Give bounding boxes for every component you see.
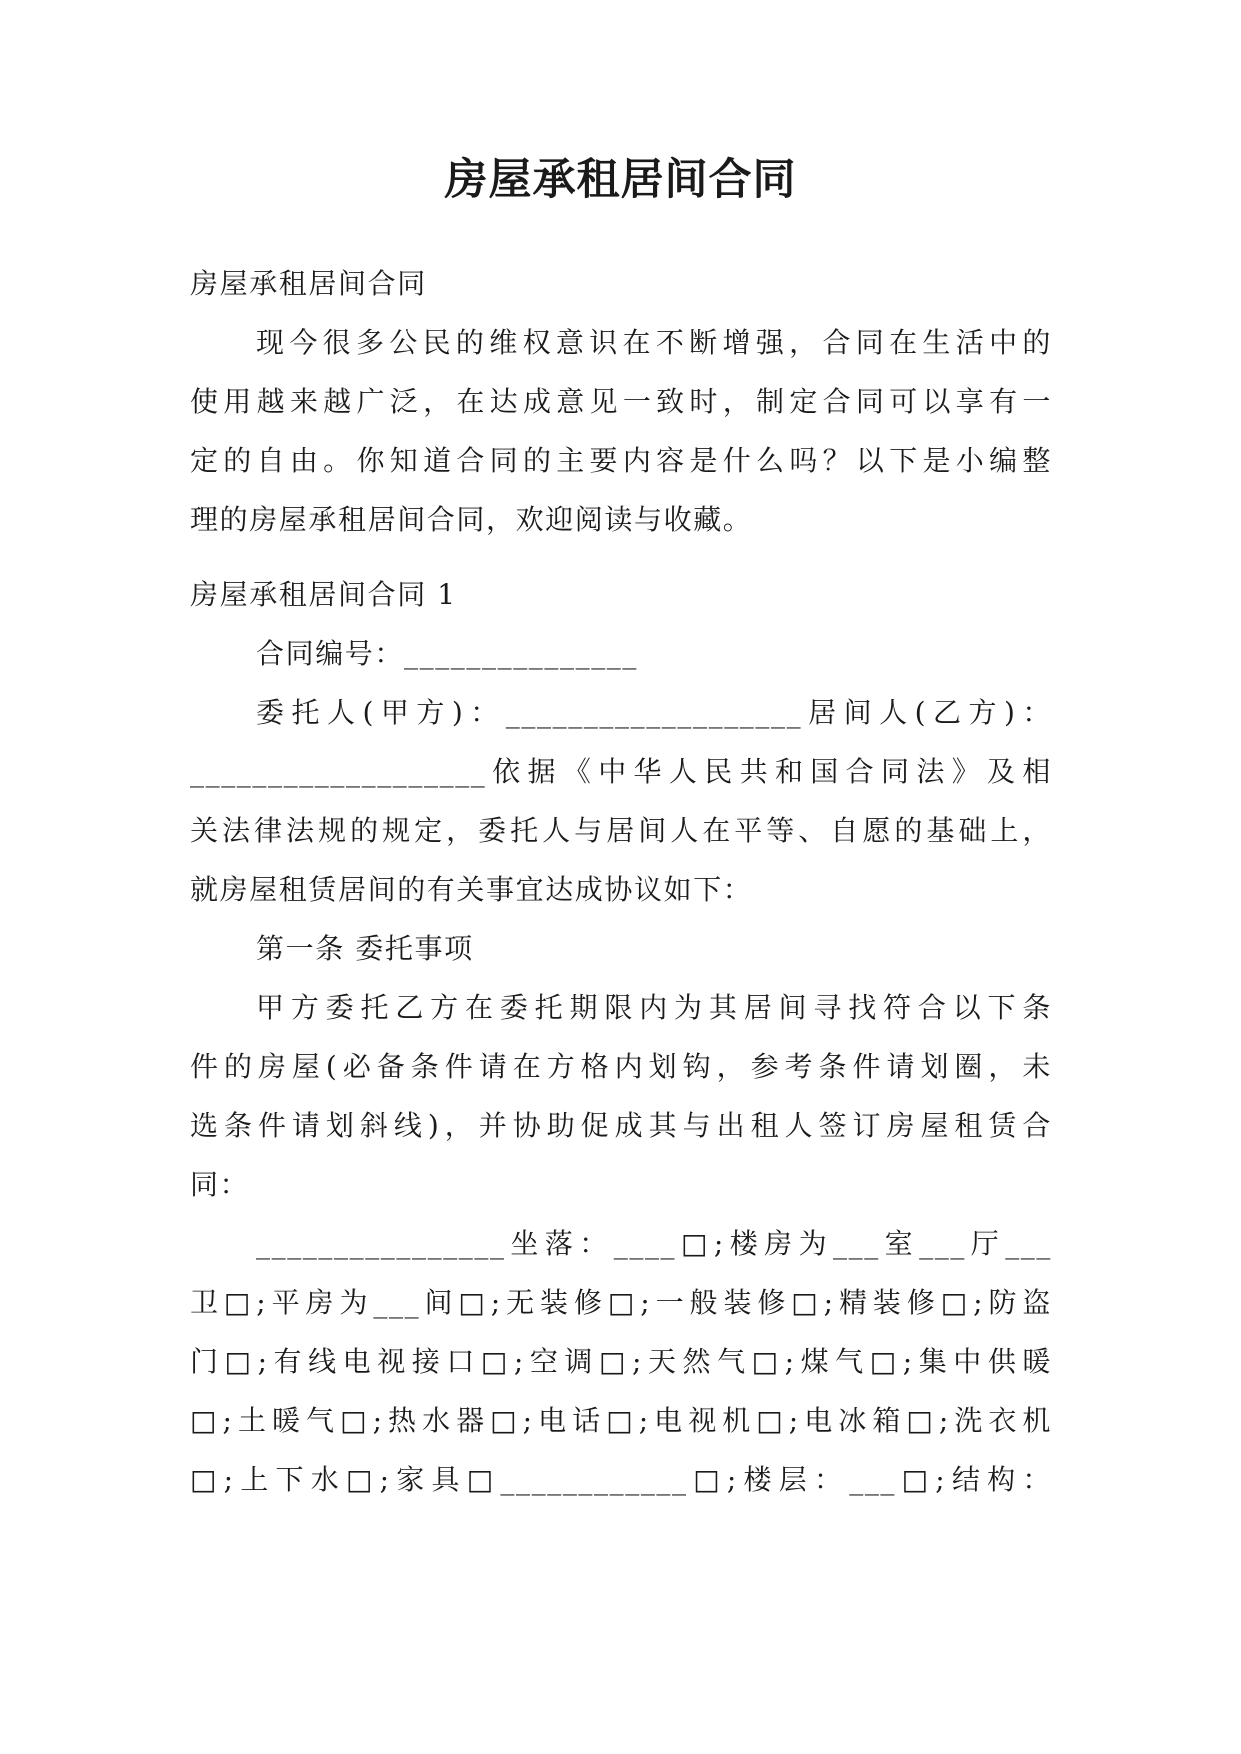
intro-line-1: 现今很多公民的维权意识在不断增强，合同在生活中的 xyxy=(256,326,1052,359)
contract-line-12: 卫□;平房为___间□;无装修□;一般装修□;精装修□;防盗 xyxy=(190,1286,1052,1319)
contract-line-10: 同： xyxy=(190,1168,250,1201)
contract-line-3: ___________________依据《中华人民共和国合同法》及相 xyxy=(190,755,1052,788)
contract-line-8: 件的房屋(必备条件请在方格内划钩，参考条件请划圈，未 xyxy=(190,1050,1052,1083)
article-one-heading: 第一条 委托事项 xyxy=(256,932,474,965)
contract-line-11: ________________坐落：____□;楼房为___室___厅___ xyxy=(256,1227,1052,1260)
contract-line-7: 甲方委托乙方在委托期限内为其居间寻找符合以下条 xyxy=(256,991,1052,1024)
contract-section xyxy=(190,565,1052,1509)
document-title: 房屋承租居间合同 xyxy=(444,155,797,205)
contract-line-15: □;上下水□;家具□____________□;楼层：___□;结构： xyxy=(190,1463,1052,1496)
contract-line-5: 就房屋租赁居间的有关事宜达成协议如下： xyxy=(190,873,753,906)
intro-section xyxy=(190,254,1052,549)
contract-line-14: □;土暖气□;热水器□;电话□;电视机□;电冰箱□;洗衣机 xyxy=(190,1404,1052,1437)
contract-line-9: 选条件请划斜线)，并协助促成其与出租人签订房屋租赁合 xyxy=(190,1109,1052,1142)
contract-line-13: 门□;有线电视接口□;空调□;天然气□;煤气□;集中供暖 xyxy=(190,1345,1052,1378)
parties-line: 委托人(甲方)：___________________居间人(乙方)： xyxy=(256,696,1052,729)
intro-line-2: 使用越来越广泛，在达成意见一致时，制定合同可以享有一 xyxy=(190,385,1052,418)
contract-number-line: 合同编号：_______________ xyxy=(256,637,639,670)
contract-heading: 房屋承租居间合同 1 xyxy=(190,578,457,611)
contract-line-4: 关法律法规的规定，委托人与居间人在平等、自愿的基础上， xyxy=(190,814,1052,847)
intro-line-4: 理的房屋承租居间合同，欢迎阅读与收藏。 xyxy=(190,503,753,536)
intro-heading: 房屋承租居间合同 xyxy=(190,267,427,300)
intro-line-3: 定的自由。你知道合同的主要内容是什么吗？以下是小编整 xyxy=(190,444,1052,477)
